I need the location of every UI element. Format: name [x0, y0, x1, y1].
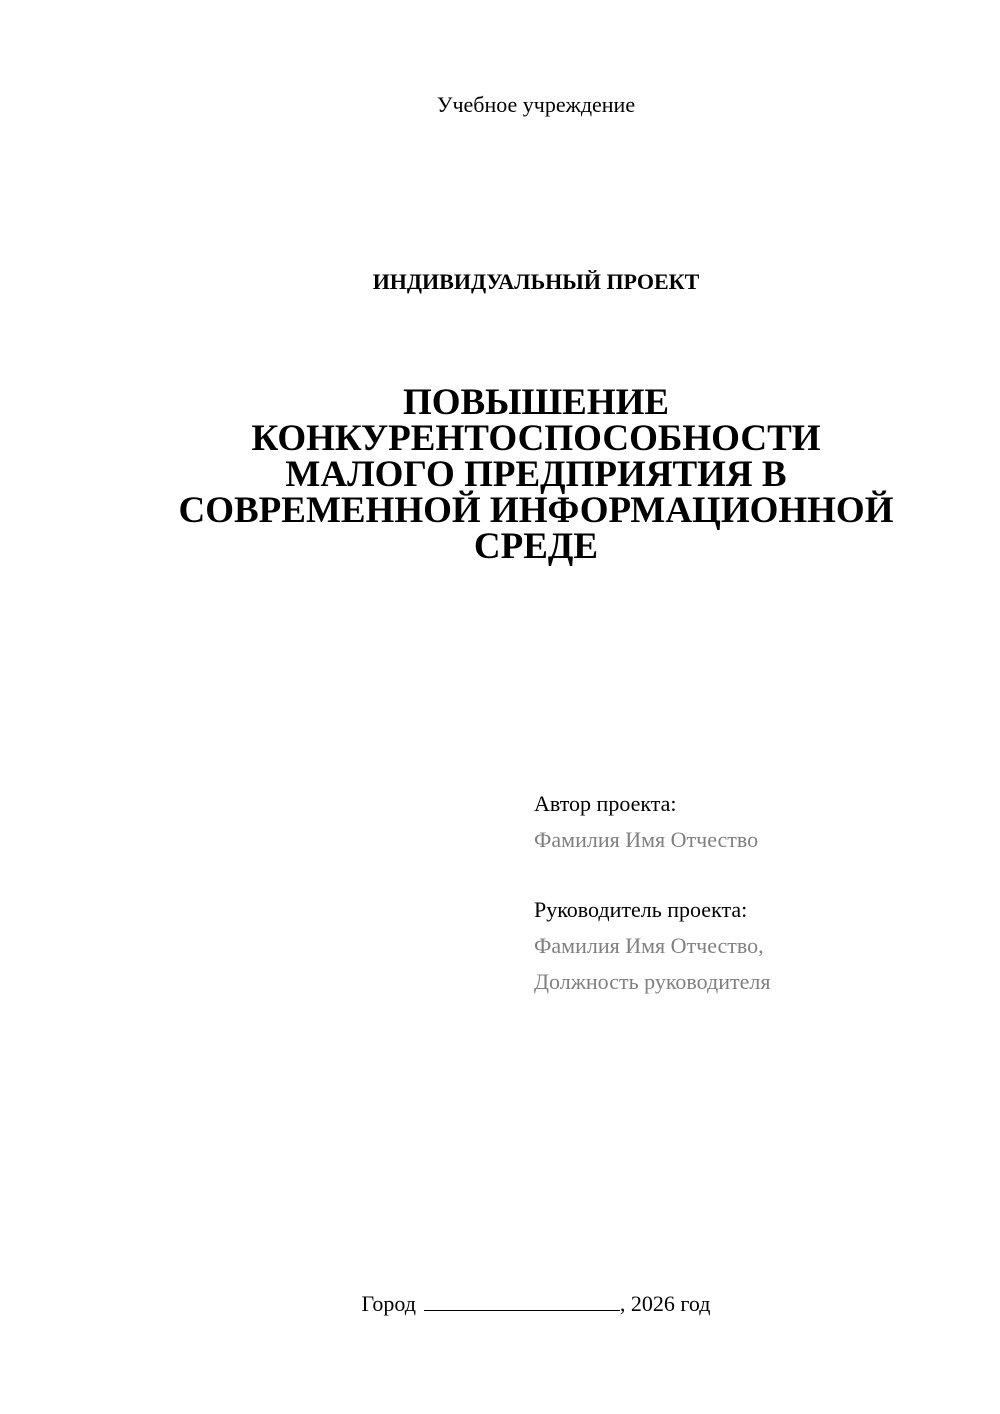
title-line: КОНКУРЕНТОСПОСОБНОСТИ	[251, 418, 821, 459]
author-label: Автор проекта:	[534, 791, 677, 816]
year-text: , 2026 год	[619, 1291, 711, 1316]
title-line: СРЕДЕ	[473, 526, 599, 567]
author-name: Фамилия Имя Отчество	[534, 827, 759, 852]
footer-city-year	[0, 1288, 1000, 1320]
city-blank-line	[424, 1288, 620, 1311]
title-line: СОВРЕМЕННОЙ ИНФОРМАЦИОННОЙ	[178, 490, 894, 531]
supervisor-name: Фамилия Имя Отчество,	[534, 933, 764, 958]
document-type: ИНДИВИДУАЛЬНЫЙ ПРОЕКТ	[372, 269, 700, 294]
supervisor-label: Руководитель проекта:	[534, 897, 748, 922]
city-label: Город	[361, 1291, 416, 1316]
supervisor-position: Должность руководителя	[534, 969, 771, 994]
institution-name: Учебное учреждение	[436, 92, 636, 117]
title-line: ПОВЫШЕНИЕ	[402, 382, 670, 423]
supervisor-block	[534, 892, 770, 1000]
project-title	[120, 382, 952, 567]
author-block	[534, 786, 758, 858]
title-line: МАЛОГО ПРЕДПРИЯТИЯ В	[285, 454, 787, 495]
